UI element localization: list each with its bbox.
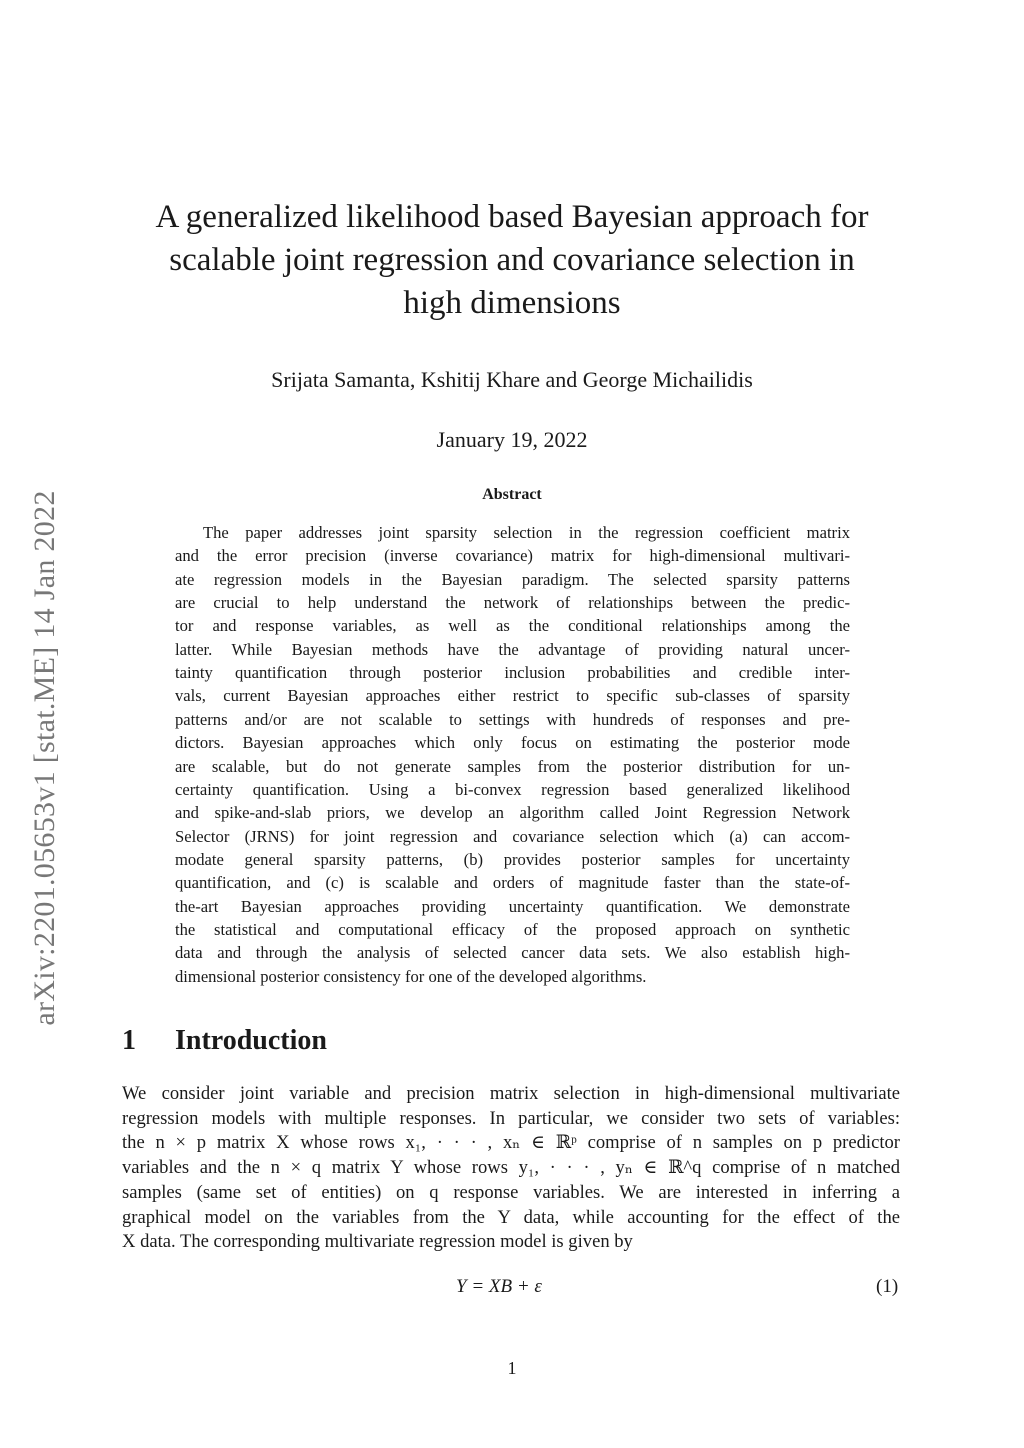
paper-title	[0, 196, 1024, 325]
abstract-line: vals, current Bayesian approaches either restrict to specific sub-classes of sparsity	[175, 686, 850, 706]
abstract-line: modate general sparsity patterns, (b) provides posterior samples for uncertainty	[175, 849, 850, 869]
paragraph-line: the n × p matrix X whose rows x₁, · · · , xₙ ∈ ℝᵖ comprise of n samples on p predictor	[122, 1132, 900, 1154]
abstract-line: latter. While Bayesian methods have the advantage of providing natural uncer-	[175, 639, 850, 659]
abstract-line: the statistical and computational efficacy of the proposed approach on synthetic	[175, 919, 850, 939]
abstract-line: dimensional posterior consistency for one of the developed algorithms.	[175, 966, 647, 986]
section-number: 1	[122, 1025, 136, 1056]
abstract-line: are crucial to help understand the network of relationships between the predic-	[175, 593, 850, 613]
date: January 19, 2022	[436, 427, 588, 452]
paragraph-line: samples (same set of entities) on q response variables. We are interested in inferring a	[122, 1181, 900, 1203]
abstract-line: certainty quantification. Using a bi-convex regression based generalized likelihood	[175, 779, 850, 799]
paragraph-line: We consider joint variable and precision matrix selection in high-dimensional multivariate	[122, 1083, 900, 1104]
title-line: scalable joint regression and covariance selection in	[169, 242, 855, 278]
abstract-line: and spike-and-slab priors, we develop an algorithm called Joint Regression Network	[175, 803, 850, 823]
abstract-line: dictors. Bayesian approaches which only focus on estimating the posterior mode	[175, 733, 850, 753]
abstract-line: data and through the analysis of selected cancer data sets. We also establish high-	[175, 943, 850, 963]
abstract-line: tor and response variables, as well as the conditional relationships among the	[175, 616, 850, 636]
title-line: high dimensions	[403, 285, 621, 321]
paragraph-line: graphical model on the variables from the Y data, while accounting for the effect of the	[122, 1206, 900, 1228]
arxiv-identifier: arXiv:2201.05653v1 [stat.ME] 14 Jan 2022	[28, 490, 61, 1026]
equation-number: (1)	[876, 1276, 899, 1297]
abstract-line: the-art Bayesian approaches providing uncertainty quantification. We demonstrate	[175, 896, 850, 916]
page-number: 1	[507, 1358, 517, 1378]
abstract-line: quantification, and (c) is scalable and orders of magnitude faster than the state-of-	[175, 873, 850, 893]
equation: Y = XB + ε	[456, 1276, 542, 1297]
abstract-line: The paper addresses joint sparsity selection in the regression coefficient matrix	[203, 523, 850, 542]
title-line: A generalized likelihood based Bayesian approach for	[155, 199, 869, 235]
abstract-line: tainty quantification through posterior inclusion probabilities and credible inter-	[175, 663, 850, 683]
abstract-line: Selector (JRNS) for joint regression and covariance selection which (a) can accom-	[175, 826, 850, 846]
section-title: Introduction	[175, 1025, 327, 1056]
abstract-line: patterns and/or are not scalable to settings with hundreds of responses and pre-	[175, 709, 850, 729]
abstract-line: ate regression models in the Bayesian paradigm. The selected sparsity patterns	[175, 569, 850, 589]
paragraph-line: X data. The corresponding multivariate regression model is given by	[122, 1231, 633, 1253]
abstract-line: and the error precision (inverse covariance) matrix for high-dimensional multivari-	[175, 546, 850, 566]
abstract-heading: Abstract	[482, 486, 542, 503]
paragraph-line: regression models with multiple responses. In particular, we consider two sets of variables:	[122, 1107, 900, 1129]
authors: Srijata Samanta, Kshitij Khare and George Michailidis	[271, 367, 753, 392]
abstract-line: are scalable, but do not generate samples from the posterior distribution for un-	[175, 756, 850, 776]
paragraph-line: variables and the n × q matrix Y whose rows y₁, · · · , yₙ ∈ ℝ^q comprise of n matched	[122, 1157, 900, 1179]
